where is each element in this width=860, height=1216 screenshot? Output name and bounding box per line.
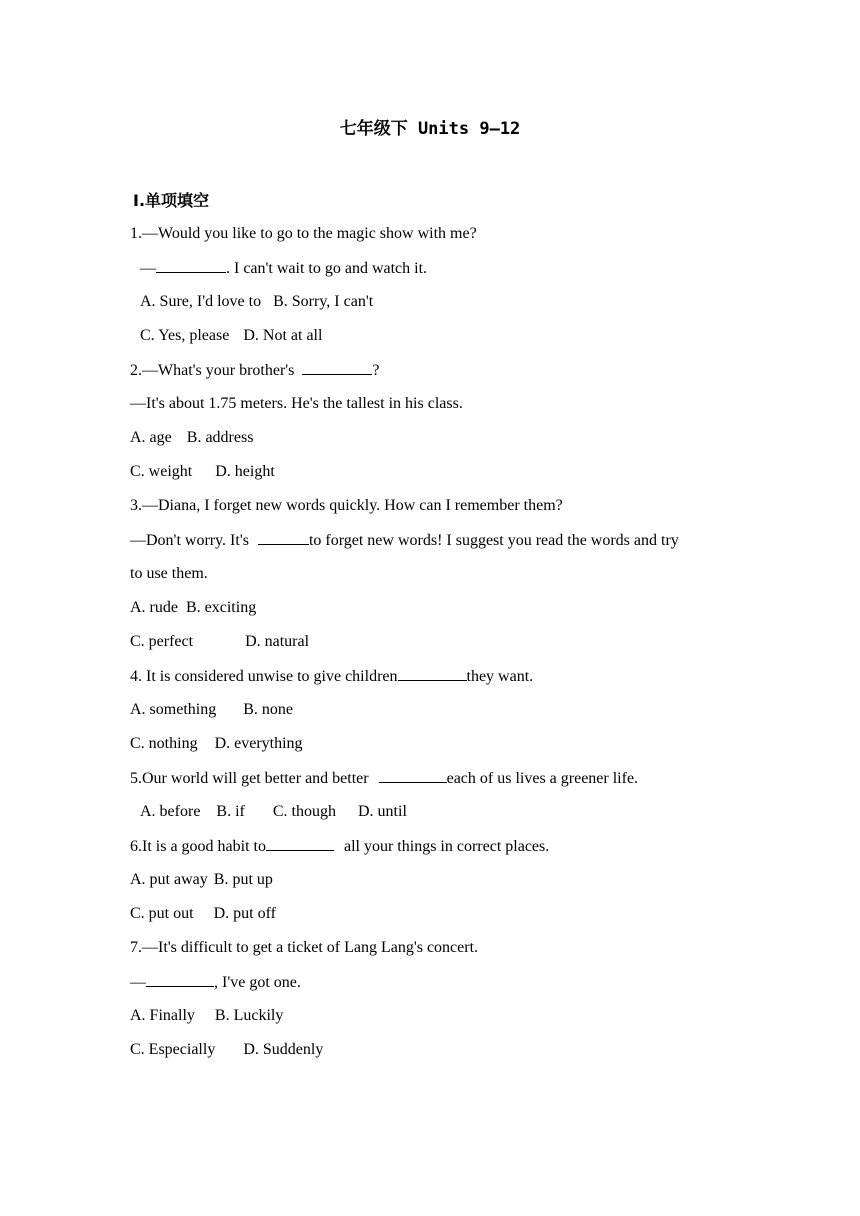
option-a: A. rude bbox=[130, 599, 178, 616]
q2-options-ab bbox=[130, 428, 740, 448]
option-d: D. put off bbox=[213, 905, 276, 922]
q7-answer bbox=[130, 972, 740, 993]
q5-stem-text: 5.Our world will get better and better bbox=[130, 770, 369, 787]
option-b: B. address bbox=[186, 429, 254, 446]
option-a: A. age bbox=[130, 429, 172, 446]
q7-answer-text: , I've got one. bbox=[214, 974, 301, 991]
answer-blank[interactable] bbox=[398, 666, 467, 681]
q2-stem bbox=[130, 360, 740, 381]
q4-options-ab bbox=[130, 700, 740, 720]
q7-options-cd bbox=[130, 1040, 740, 1060]
answer-blank[interactable] bbox=[379, 768, 447, 783]
q7-options-ab bbox=[130, 1006, 740, 1026]
q2-stem-end: ? bbox=[372, 362, 380, 379]
q4-stem bbox=[130, 666, 740, 687]
option-a: A. Sure, I'd love to bbox=[140, 293, 262, 310]
option-a: A. put away bbox=[130, 871, 208, 888]
option-c: C. nothing bbox=[130, 735, 198, 752]
q7-stem: 7.—It's difficult to get a ticket of Lang Lang's concert. bbox=[130, 939, 479, 956]
option-d: D. natural bbox=[245, 633, 310, 650]
q5-options bbox=[140, 802, 750, 822]
option-b: B. if bbox=[216, 803, 245, 820]
q4-options-cd bbox=[130, 734, 740, 754]
option-c: C. Yes, please bbox=[140, 327, 230, 344]
option-c: C. Especially bbox=[130, 1041, 216, 1058]
q3-answer-text: —Don't worry. It's bbox=[130, 532, 249, 549]
option-c: C. perfect bbox=[130, 633, 194, 650]
q5-stem-end: each of us lives a greener life. bbox=[446, 770, 639, 787]
option-c: C. though bbox=[272, 803, 336, 820]
answer-blank[interactable] bbox=[258, 530, 309, 545]
dash-text: — bbox=[140, 260, 156, 277]
option-b: B. none bbox=[243, 701, 293, 718]
q4-stem-text: 4. It is considered unwise to give children bbox=[130, 668, 398, 685]
q1-answer-line bbox=[140, 258, 750, 279]
q3-stem: 3.—Diana, I forget new words quickly. How can I remember them? bbox=[130, 497, 563, 514]
q3-options-cd bbox=[130, 632, 740, 652]
section-heading: Ⅰ.单项填空 bbox=[133, 191, 210, 210]
answer-blank[interactable] bbox=[302, 360, 372, 375]
option-d: D. Not at all bbox=[243, 327, 323, 344]
dash-text: — bbox=[130, 974, 146, 991]
q6-stem-end: all your things in correct places. bbox=[343, 838, 550, 855]
q4-stem-end: they want. bbox=[466, 668, 534, 685]
option-b: B. Sorry, I can't bbox=[273, 293, 374, 310]
option-b: B. Luckily bbox=[214, 1007, 284, 1024]
option-c: C. weight bbox=[130, 463, 193, 480]
answer-blank[interactable] bbox=[146, 972, 214, 987]
q3-answer-end: to forget new words! I suggest you read the words and try bbox=[308, 532, 679, 549]
option-a: A. Finally bbox=[130, 1007, 195, 1024]
option-c: C. put out bbox=[130, 905, 194, 922]
answer-blank[interactable] bbox=[266, 836, 334, 851]
option-d: D. everything bbox=[214, 735, 303, 752]
option-a: A. before bbox=[140, 803, 201, 820]
q1-options-cd bbox=[140, 326, 750, 346]
q1-options-ab bbox=[140, 292, 750, 312]
q6-stem-text: 6.It is a good habit to bbox=[130, 838, 266, 855]
q3-options-ab bbox=[130, 598, 740, 618]
q2-options-cd bbox=[130, 462, 740, 482]
q6-stem bbox=[130, 836, 740, 857]
q5-stem bbox=[130, 768, 740, 789]
q3-answer bbox=[130, 530, 740, 551]
q3-answer-cont: to use them. bbox=[130, 565, 208, 582]
option-b: B. exciting bbox=[185, 599, 257, 616]
q6-options-ab bbox=[130, 870, 740, 890]
q1-answer-text: . I can't wait to go and watch it. bbox=[226, 260, 428, 277]
q1-stem: 1.—Would you like to go to the magic show with me? bbox=[130, 225, 477, 242]
option-d: D. until bbox=[358, 803, 407, 820]
q6-options-cd bbox=[130, 904, 740, 924]
option-b: B. put up bbox=[213, 871, 273, 888]
q2-answer: —It's about 1.75 meters. He's the tallest in his class. bbox=[130, 395, 463, 412]
option-d: D. Suddenly bbox=[243, 1041, 324, 1058]
option-a: A. something bbox=[130, 701, 217, 718]
answer-blank[interactable] bbox=[156, 258, 226, 273]
q2-stem-text: 2.—What's your brother's bbox=[130, 362, 295, 379]
page-title: 七年级下 Units 9—12 bbox=[339, 119, 521, 139]
option-d: D. height bbox=[215, 463, 275, 480]
